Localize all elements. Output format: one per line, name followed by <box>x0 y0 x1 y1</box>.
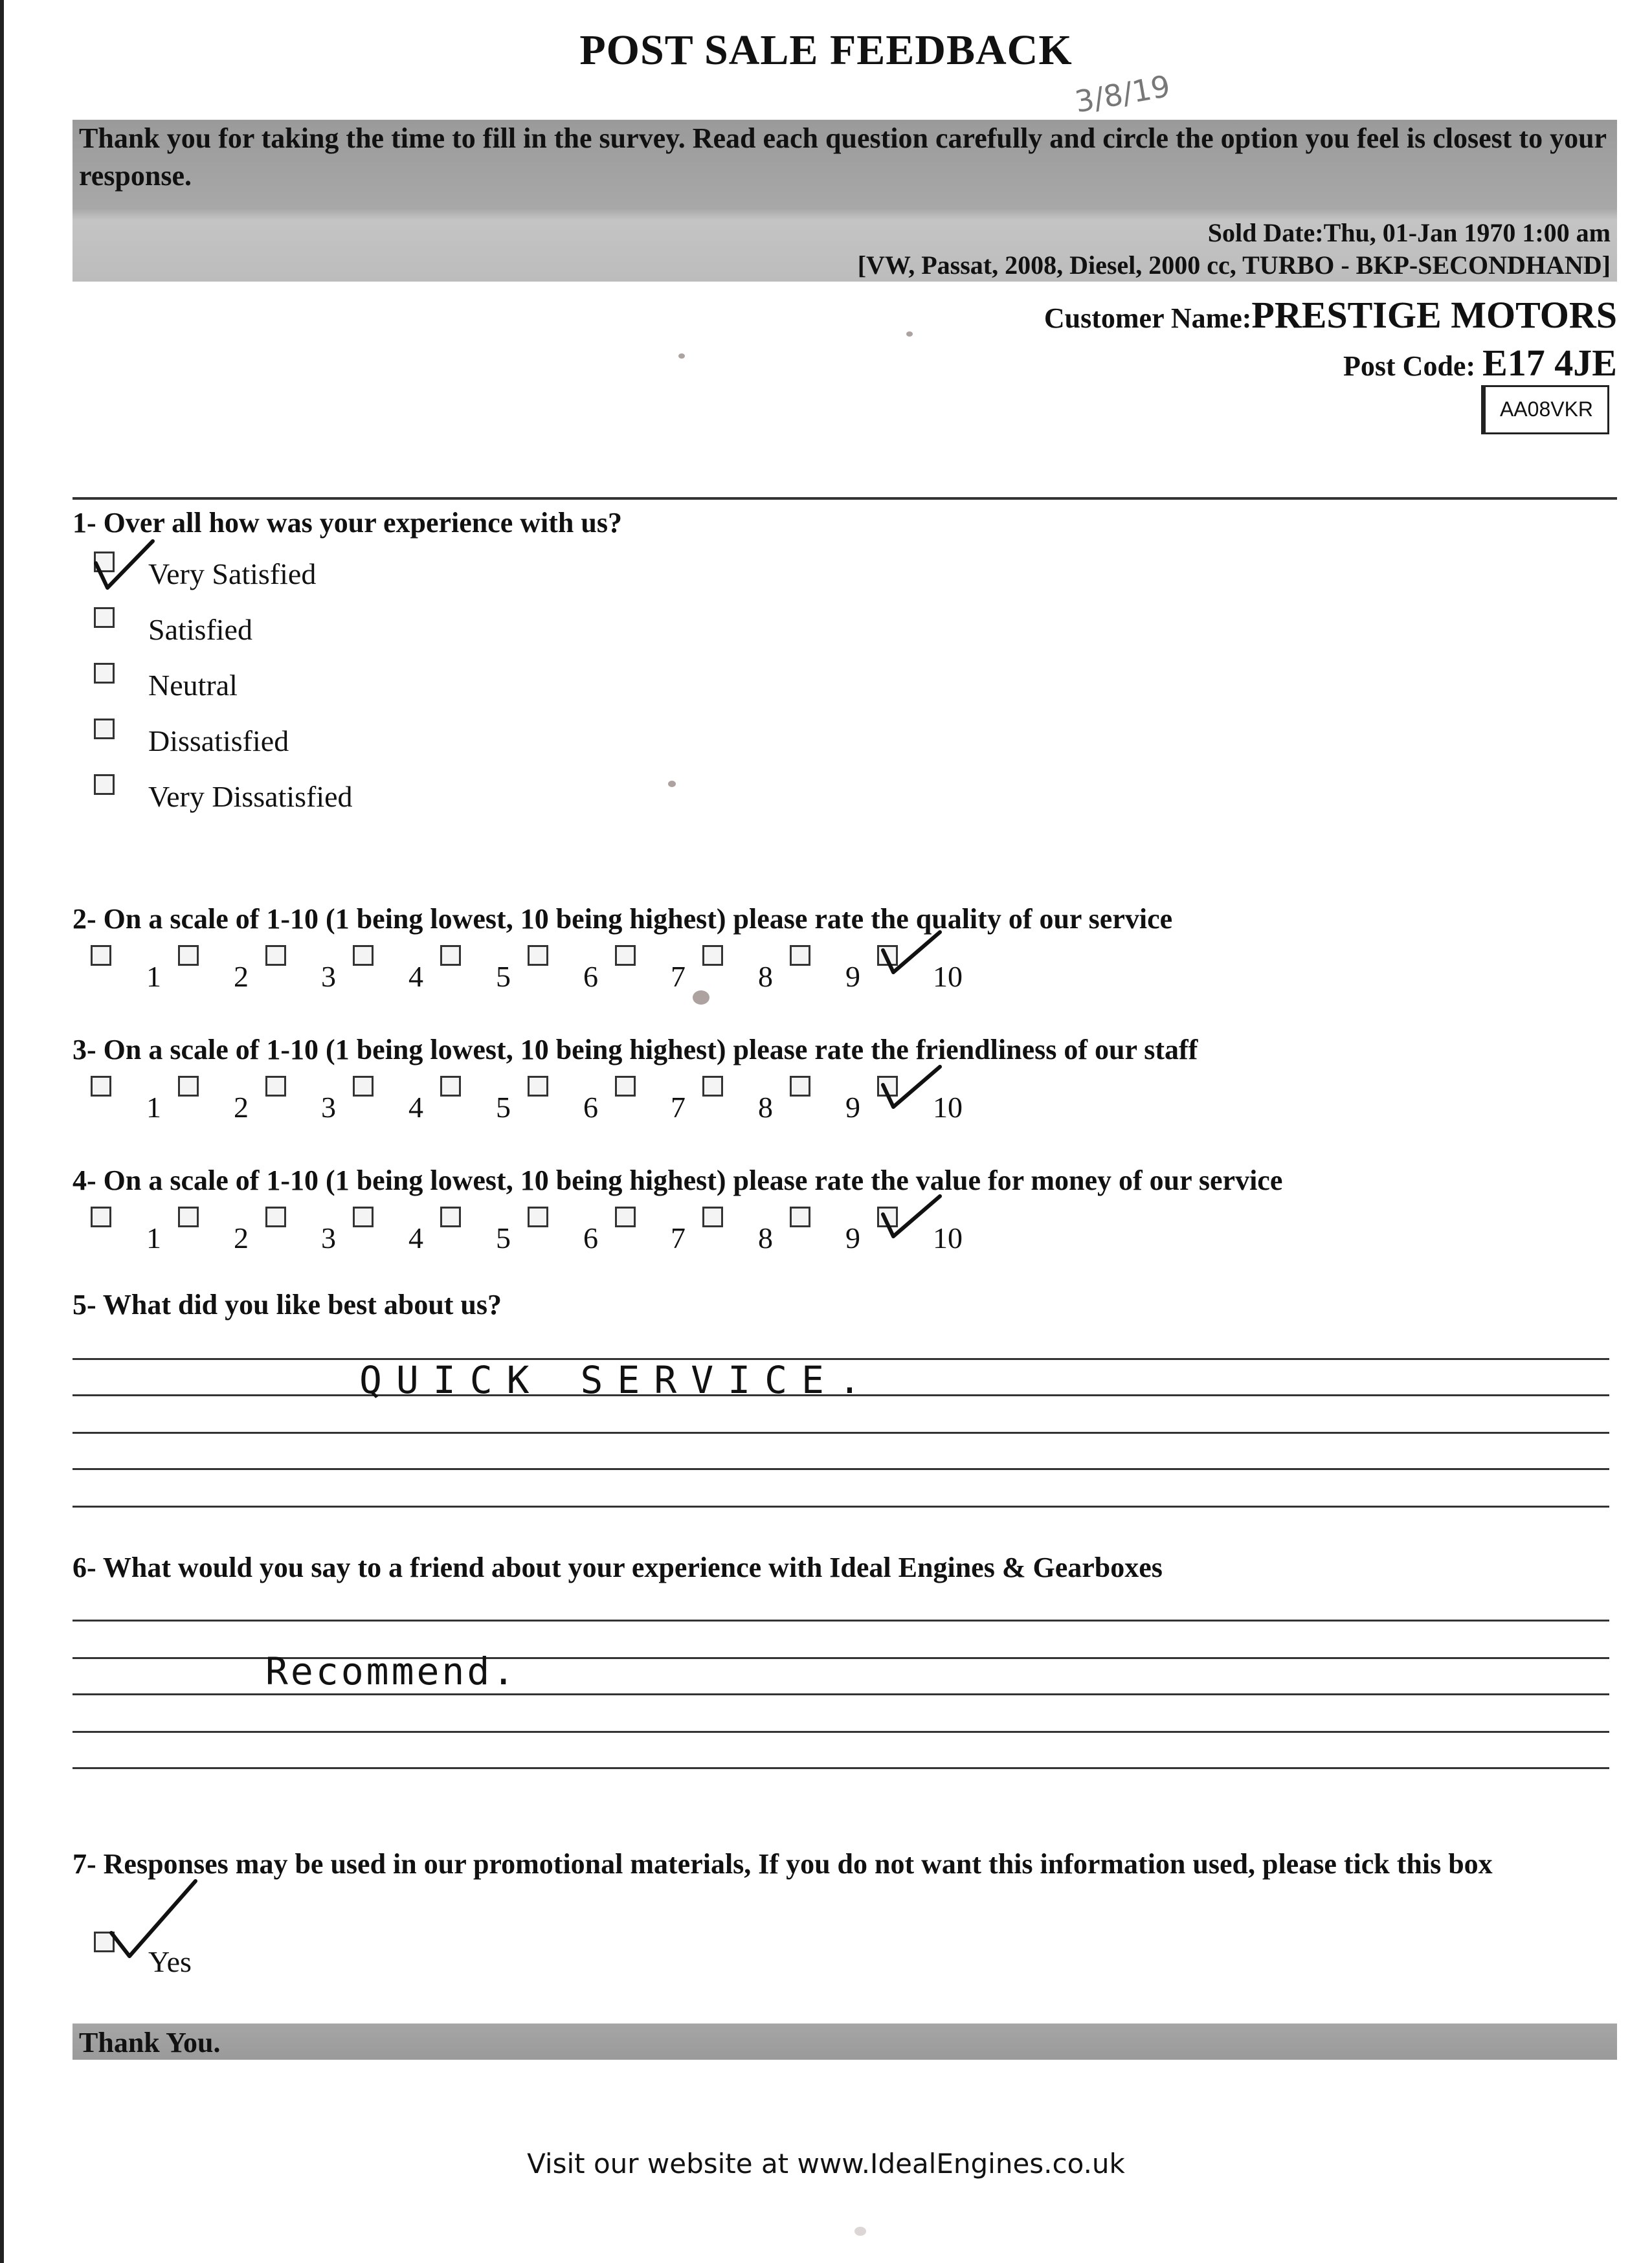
check-mark-icon <box>104 1877 201 1961</box>
q4-checkbox-2[interactable] <box>178 1207 199 1227</box>
q5-handwritten-answer: QUICK SERVICE. <box>359 1358 875 1402</box>
thank-you-bar <box>73 2023 1617 2060</box>
q2-checkbox-3[interactable] <box>265 945 286 966</box>
q1-checkbox-dissatisfied[interactable] <box>94 719 115 739</box>
q5-answer-line[interactable] <box>73 1432 1609 1434</box>
q4-rating-label: 4 <box>408 1221 423 1254</box>
q3-rating-label: 1 <box>146 1091 161 1124</box>
q6-handwritten-answer: Recommend. <box>265 1649 518 1693</box>
q4-checkbox-5[interactable] <box>440 1207 461 1227</box>
q3-rating-label: 3 <box>321 1091 336 1124</box>
q2-checkbox-5[interactable] <box>440 945 461 966</box>
q3-rating-label: 8 <box>758 1091 773 1124</box>
q3-rating-label: 10 <box>933 1091 963 1124</box>
q6-answer-line[interactable] <box>73 1767 1609 1769</box>
q3-checkbox-7[interactable] <box>615 1076 636 1097</box>
q2-question: 2- On a scale of 1-10 (1 being lowest, 10 being highest) please rate the quality of our service <box>73 903 1173 935</box>
q4-question: 4- On a scale of 1-10 (1 being lowest, 10 being highest) please rate the value for money of our service <box>73 1165 1283 1196</box>
check-mark-icon <box>88 537 159 596</box>
q1-option-label: Neutral <box>148 669 238 702</box>
q2-rating-label: 10 <box>933 960 963 993</box>
q2-rating-label: 4 <box>408 960 423 993</box>
q2-checkbox-2[interactable] <box>178 945 199 966</box>
q3-checkbox-3[interactable] <box>265 1076 286 1097</box>
q3-rating-label: 5 <box>496 1091 511 1124</box>
q1-option-label: Satisfied <box>148 613 252 646</box>
website-footer: Visit our website at www.IdealEngines.co.uk <box>527 2148 1125 2179</box>
q7-question: 7- Responses may be used in our promotional materials, If you do not want this information used, please tick this box <box>73 1848 1493 1880</box>
q2-rating-label: 5 <box>496 960 511 993</box>
q1-option-very-dissatisfied[interactable] <box>94 774 353 816</box>
q2-rating-label: 8 <box>758 960 773 993</box>
q6-question: 6- What would you say to a friend about your experience with Ideal Engines & Gearboxes <box>73 1552 1163 1583</box>
q4-rating-label: 10 <box>933 1221 963 1254</box>
q3-checkbox-8[interactable] <box>702 1076 723 1097</box>
q3-rating-label: 9 <box>845 1091 860 1124</box>
q4-rating-label: 9 <box>845 1221 860 1254</box>
q1-checkbox-satisfied[interactable] <box>94 607 115 628</box>
q3-checkbox-4[interactable] <box>353 1076 374 1097</box>
customer-name-label: Customer Name: <box>1044 302 1252 334</box>
q5-answer-line[interactable] <box>73 1468 1609 1470</box>
q1-option-satisfied[interactable] <box>94 607 252 649</box>
scan-speck <box>906 331 913 337</box>
scan-speck <box>678 353 685 359</box>
q4-rating-label: 8 <box>758 1221 773 1254</box>
q4-checkbox-3[interactable] <box>265 1207 286 1227</box>
q4-rating-scale <box>91 1207 997 1252</box>
q4-checkbox-4[interactable] <box>353 1207 374 1227</box>
intro-text: Thank you for taking the time to fill in the survey. Read each question carefully and circle the option you feel is closest to your response. <box>79 122 1607 192</box>
q3-checkbox-2[interactable] <box>178 1076 199 1097</box>
intro-banner <box>73 120 1617 282</box>
q3-checkbox-5[interactable] <box>440 1076 461 1097</box>
check-mark-icon <box>875 1191 946 1243</box>
q4-rating-label: 3 <box>321 1221 336 1254</box>
q2-rating-label: 2 <box>234 960 249 993</box>
q2-checkbox-9[interactable] <box>790 945 810 966</box>
q1-checkbox-neutral[interactable] <box>94 663 115 684</box>
q3-rating-label: 4 <box>408 1091 423 1124</box>
q2-checkbox-6[interactable] <box>528 945 548 966</box>
postcode-label: Post Code: <box>1343 350 1483 382</box>
q4-checkbox-7[interactable] <box>615 1207 636 1227</box>
q2-rating-label: 9 <box>845 960 860 993</box>
form-title: POST SALE FEEDBACK <box>579 27 1073 74</box>
postcode-row <box>1044 339 1617 387</box>
q3-checkbox-6[interactable] <box>528 1076 548 1097</box>
q4-rating-label: 6 <box>583 1221 598 1254</box>
q4-checkbox-6[interactable] <box>528 1207 548 1227</box>
q2-rating-label: 3 <box>321 960 336 993</box>
q1-question: 1- Over all how was your experience with us? <box>73 507 622 539</box>
section-divider <box>73 497 1617 500</box>
customer-name-row <box>1044 291 1617 339</box>
q4-checkbox-8[interactable] <box>702 1207 723 1227</box>
q3-checkbox-1[interactable] <box>91 1076 111 1097</box>
q4-rating-label: 1 <box>146 1221 161 1254</box>
q3-checkbox-9[interactable] <box>790 1076 810 1097</box>
q6-answer-line[interactable] <box>73 1693 1609 1695</box>
q2-checkbox-1[interactable] <box>91 945 111 966</box>
sale-details <box>858 217 1611 282</box>
q1-option-dissatisfied[interactable] <box>94 719 289 760</box>
q1-option-neutral[interactable] <box>94 663 238 704</box>
q3-rating-scale <box>91 1076 997 1124</box>
q2-rating-label: 6 <box>583 960 598 993</box>
postcode-value: E17 4JE <box>1482 342 1617 384</box>
q6-answer-line[interactable] <box>73 1620 1609 1622</box>
q4-rating-label: 2 <box>234 1221 249 1254</box>
q4-checkbox-1[interactable] <box>91 1207 111 1227</box>
q3-rating-label: 2 <box>234 1091 249 1124</box>
thank-you-text: Thank You. <box>79 2027 221 2058</box>
q2-rating-label: 1 <box>146 960 161 993</box>
q1-option-label: Very Dissatisfied <box>148 780 353 813</box>
q2-rating-label: 7 <box>671 960 686 993</box>
q4-rating-label: 7 <box>671 1221 686 1254</box>
handwritten-date-note: 3/8/19 <box>1072 68 1173 120</box>
check-mark-icon <box>875 927 946 979</box>
scan-edge <box>0 0 4 2263</box>
vehicle-details: [VW, Passat, 2008, Diesel, 2000 cc, TURBO - BKP-SECONDHAND] <box>857 251 1611 280</box>
q3-rating-label: 7 <box>671 1091 686 1124</box>
scan-speck <box>854 2227 866 2236</box>
scan-speck <box>668 781 676 787</box>
q1-checkbox-very-dissatisfied[interactable] <box>94 774 115 795</box>
q3-rating-label: 6 <box>583 1091 598 1124</box>
q5-answer-line[interactable] <box>73 1506 1609 1508</box>
q4-checkbox-9[interactable] <box>790 1207 810 1227</box>
q2-rating-scale <box>91 945 997 993</box>
q4-rating-label: 5 <box>496 1221 511 1254</box>
q5-question: 5- What did you like best about us? <box>73 1289 502 1321</box>
customer-name-value: PRESTIGE MOTORS <box>1251 294 1617 336</box>
check-mark-icon <box>875 1062 946 1113</box>
q2-checkbox-7[interactable] <box>615 945 636 966</box>
q1-option-label: Very Satisfied <box>148 557 317 590</box>
registration-box: AA08VKR <box>1481 385 1609 434</box>
q6-answer-line[interactable] <box>73 1731 1609 1733</box>
q2-checkbox-4[interactable] <box>353 945 374 966</box>
customer-block <box>1044 291 1617 387</box>
sold-date: Sold Date:Thu, 01-Jan 1970 1:00 am <box>1207 218 1611 247</box>
q2-checkbox-8[interactable] <box>702 945 723 966</box>
q1-option-label: Dissatisfied <box>148 724 289 757</box>
scan-speck <box>693 990 709 1005</box>
q7-option-label: Yes <box>148 1945 192 1978</box>
q3-question: 3- On a scale of 1-10 (1 being lowest, 10 being highest) please rate the friendliness of our staff <box>73 1034 1198 1065</box>
